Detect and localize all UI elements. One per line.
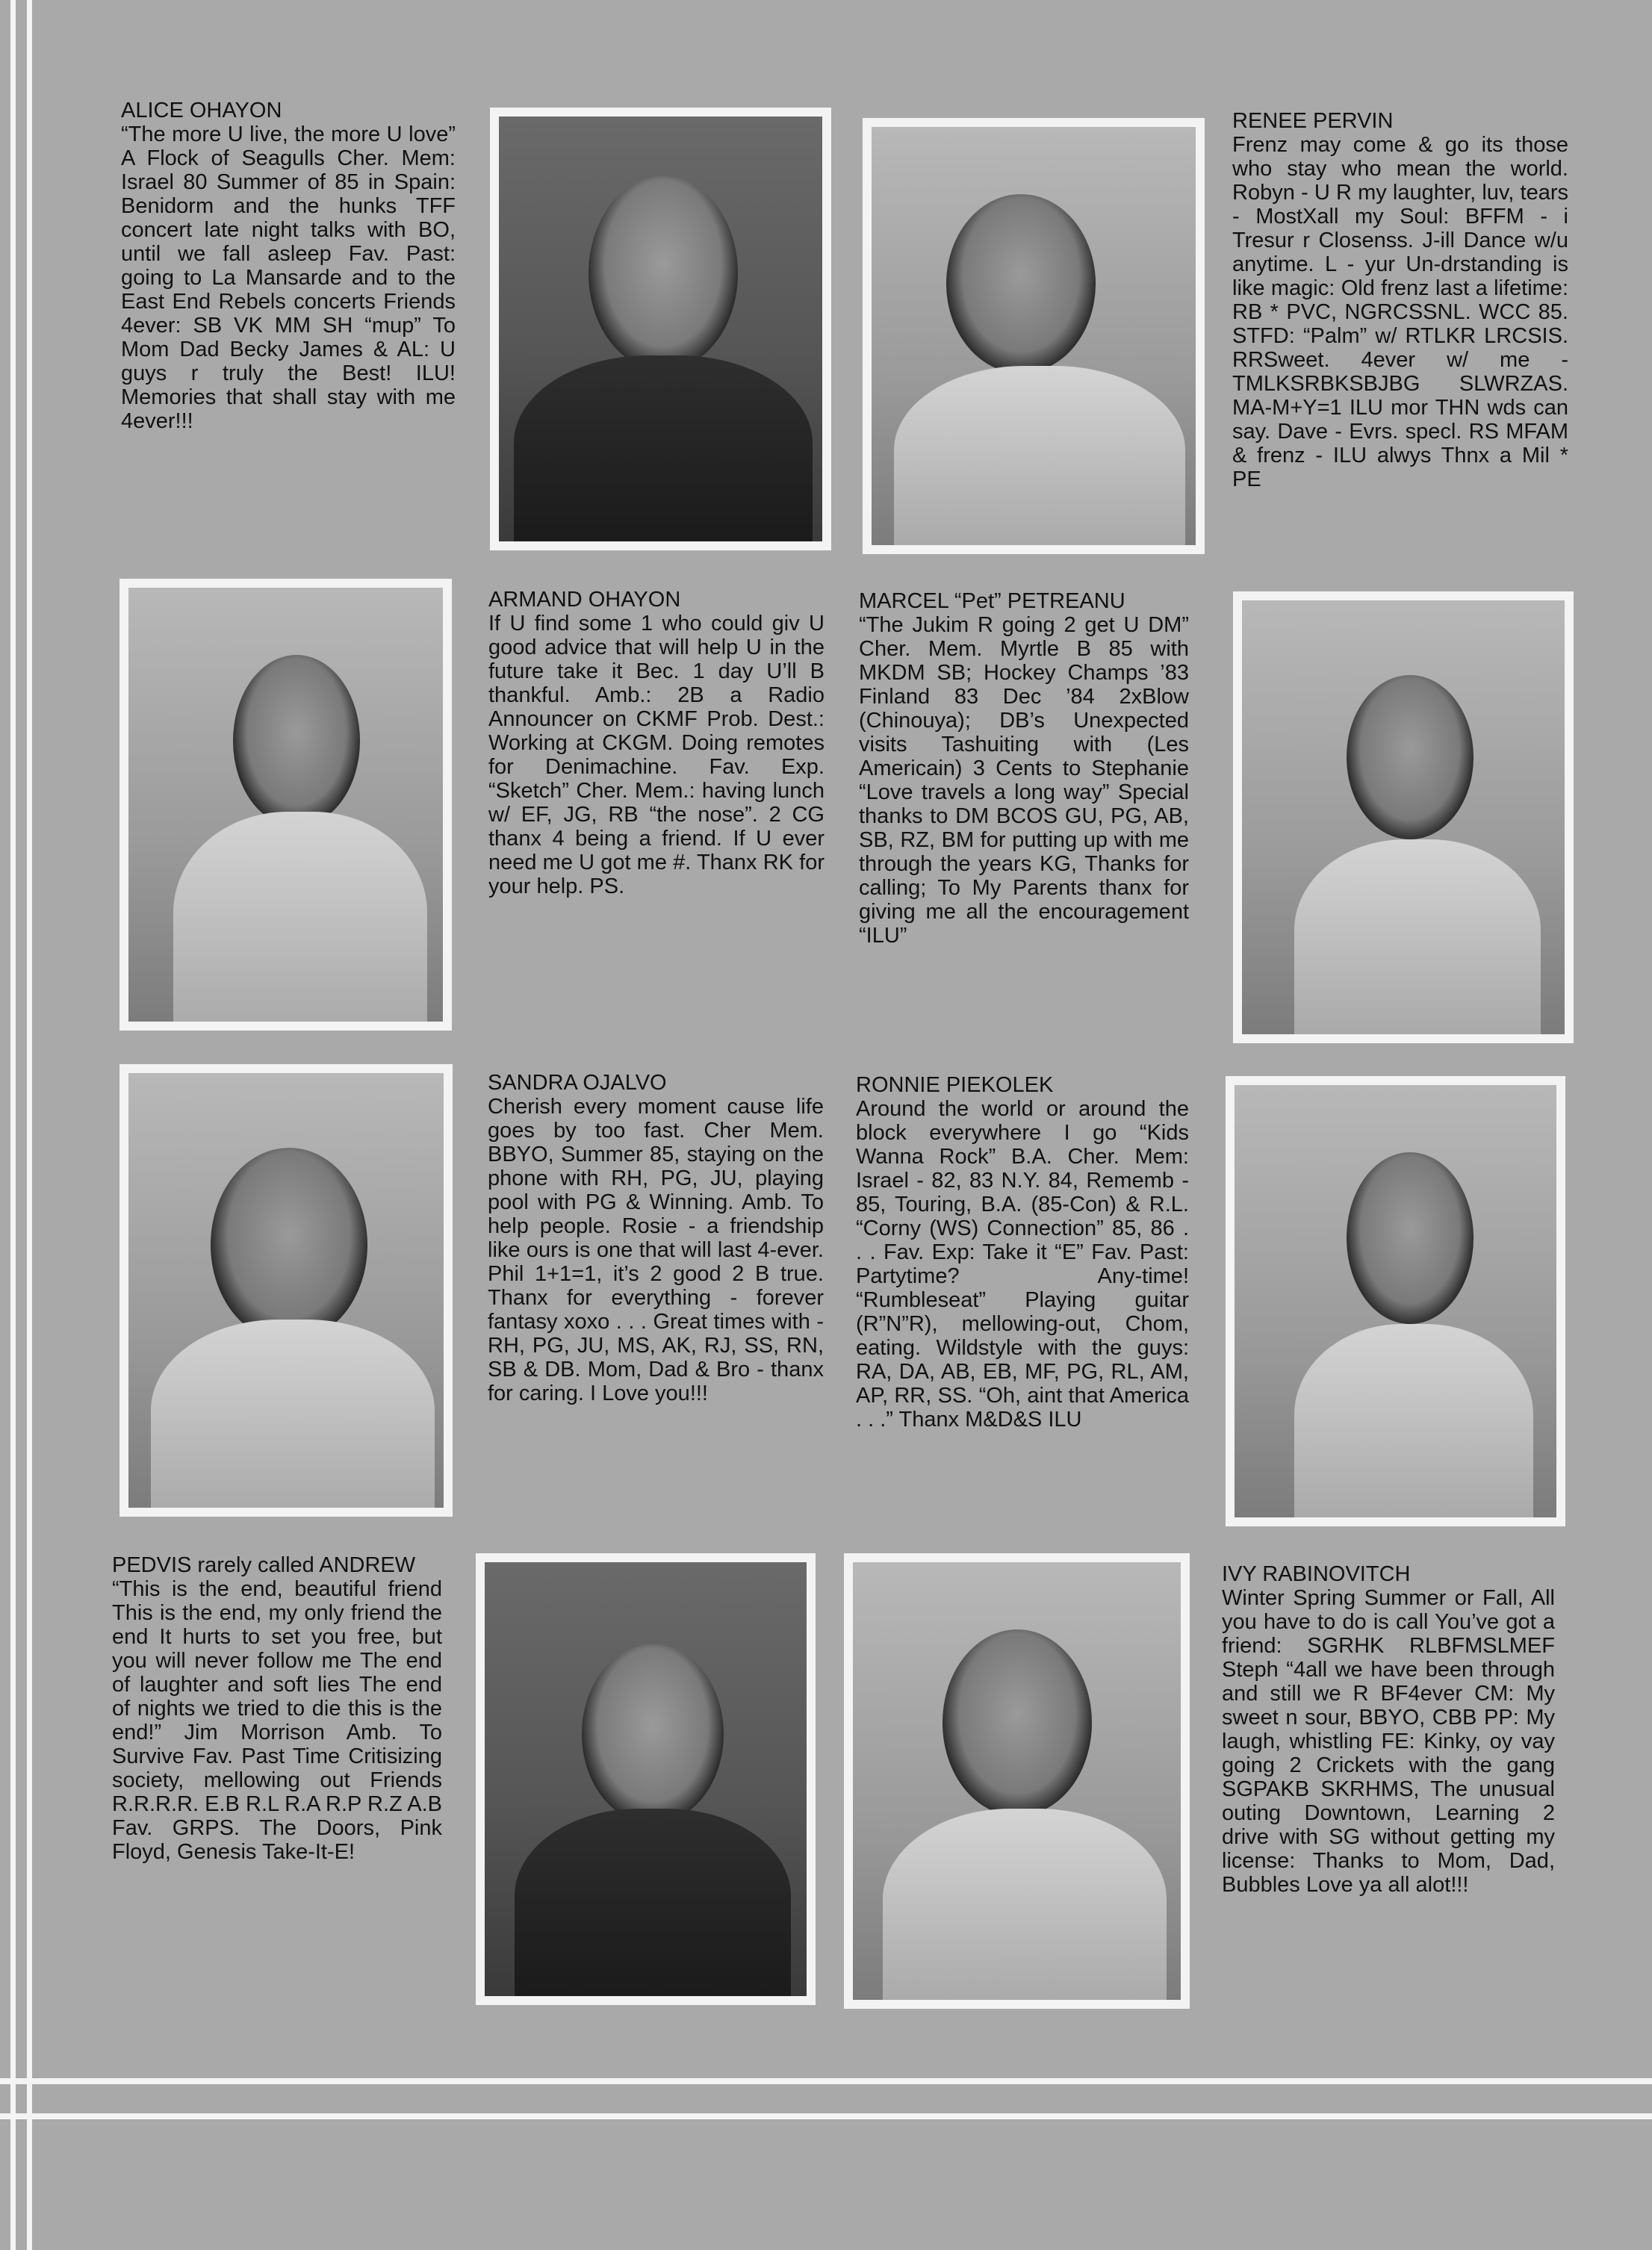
student-blurb: Cherish every moment cause life goes by too fast. Cher Mem. BBYO, Summer 85, staying on the phone with RH, PG, JU, playing pool with PG & Winning. Amb. To help people. Rosie - a friendship like ours is one that will last 4-ever. Phil 1+1=1, it’s 2 good 2 B true. Thanx for everything - forever fantasy xoxo . . . Great times with - RH, PG, JU, MS, AK, RJ, SS, RN, SB & DB. Mom, Dad & Bro - thanx for caring. I Love you!!!: [488, 1095, 824, 1405]
entry-pedvis-andrew: [112, 1553, 442, 1864]
entry-ronnie-piekolek: [856, 1073, 1189, 1432]
portrait-photo: [1242, 600, 1565, 1034]
student-name: RONNIE PIEKOLEK: [856, 1073, 1054, 1097]
portrait-alice-ohayon: [490, 108, 831, 550]
portrait-sandra-ojalvo: [119, 1064, 453, 1517]
entry-ivy-rabinovitch: [1222, 1562, 1555, 1897]
entry-sandra-ojalvo: [488, 1071, 824, 1405]
student-blurb: Frenz may come & go its those who stay who mean the world. Robyn - U R my laughter, luv, tears - MostXall my Soul: BFFM - i Tresur r Closenss. J-ill Dance w/u anytime. L - yur Un-drstanding is like magic: Old frenz last a lifetime: RB * PVC, NGRCSSNL. WCC 85. STFD: “Palm” w/ RTLKR LRCSIS. RRSweet. 4ever w/ me - TMLKSRBKSBJBG SLWRZAS. MA-M+Y=1 ILU mor THN wds can say. Dave - Evrs. specl. RS MFAM & frenz - ILU alwys Thnx a Mil * PE: [1232, 133, 1568, 491]
entry-armand-ohayon: [488, 588, 825, 898]
student-name: PEDVIS rarely called ANDREW: [112, 1553, 416, 1577]
portrait-marcel-petreanu: [1233, 591, 1574, 1043]
portrait-photo: [499, 116, 822, 541]
entry-marcel-petreanu: [859, 589, 1189, 948]
portrait-ronnie-piekolek: [1226, 1076, 1565, 1526]
portrait-renee-pervin: [863, 118, 1205, 554]
student-blurb: “This is the end, beautiful friend This is the end, my only friend the end It hurts to set you free, but you will never follow me The end of laughter and soft lies The end of nights we tried to die this is the end!” Jim Morrison Amb. To Survive Fav. Past Time Critisizing society, mellowing out Friends R.R.R.R. E.B R.L R.A R.P R.Z A.B Fav. GRPS. The Doors, Pink Floyd, Genesis Take-It-E!: [112, 1577, 442, 1864]
student-name: RENEE PERVIN: [1232, 109, 1394, 133]
portrait-pedvis-andrew: [476, 1553, 816, 2005]
student-blurb: Winter Spring Summer or Fall, All you have to do is call You’ve got a friend: SGRHK RLBFMSLMEF Steph “4all we have been through and still we R BF4ever CM: My sweet n sour, BBYO, CBB PP: My laugh, whistling FE: Kinky, oy vay going 2 Crickets with the gang SGPAKB SKRHMS, The unusual outing Downtown, Learning 2 drive with SG without getting my license: Thanks to Mom, Dad, Bubbles Love ya all alot!!!: [1222, 1586, 1555, 1897]
student-blurb: Around the world or around the block everywhere I go “Kids Wanna Rock” B.A. Cher. Mem: Israel - 82, 83 N.Y. 84, Rememb - 85, Touring, B.A. (85-Con) & R.L. “Corny (WS) Connection” 85, 86 . . . Fav. Exp: Take it “E” Fav. Past: Partytime? Any-time! “Rumbleseat” Playing guitar (R”N”R), mellowing-out, Chom, eating. Wildstyle with the guys: RA, DA, AB, EB, MF, PG, RL, AM, AP, RR, SS. “Oh, aint that America . . .” Thanx M&D&S ILU: [856, 1097, 1189, 1432]
portrait-photo: [128, 588, 443, 1022]
student-blurb: If U find some 1 who could giv U good advice that will help U in the future take it Bec. 1 day U’ll B thankful. Amb.: 2B a Radio Announcer on CKMF Prob. Dest.: Working at CKGM. Doing remotes for Denimachine. Fav. Exp. “Sketch” Cher. Mem.: having lunch w/ EF, JG, RB “the nose”. 2 CG thanx 4 being a friend. If U ever need me U got me #. Thanx RK for your help. PS.: [488, 612, 825, 898]
student-name: ARMAND OHAYON: [488, 588, 681, 612]
bottom-rule-top: [0, 2078, 1652, 2084]
portrait-armand-ohayon: [119, 579, 452, 1031]
portrait-photo: [853, 1562, 1181, 2000]
portrait-photo: [1235, 1085, 1556, 1517]
student-name: MARCEL “Pet” PETREANU: [859, 589, 1125, 613]
portrait-photo: [872, 127, 1196, 545]
student-name: IVY RABINOVITCH: [1222, 1562, 1411, 1586]
left-border-line-inner: [27, 0, 32, 2250]
portrait-ivy-rabinovitch: [844, 1553, 1190, 2009]
portrait-photo: [485, 1562, 807, 1996]
entry-alice-ohayon: [121, 99, 456, 433]
student-blurb: “The Jukim R going 2 get U DM” Cher. Mem. Myrtle B 85 with MKDM SB; Hockey Champs ’83 Finland 83 Dec ’84 2xBlow (Chinouya); DB’s Unexpected visits Tashuiting with (Les Americain) 3 Cents to Stephanie “Love travels a long way” Special thanks to DM BCOS GU, PG, AB, SB, RZ, BM for putting up with me through the years KG, Thanks for calling; To My Parents thanx for giving me all the encouragement “ILU”: [859, 613, 1189, 948]
bottom-rule-bottom: [0, 2113, 1652, 2119]
entry-renee-pervin: [1232, 109, 1568, 491]
student-name: ALICE OHAYON: [121, 99, 282, 122]
left-border-line-outer: [10, 0, 16, 2250]
student-blurb: “The more U live, the more U love” A Flock of Seagulls Cher. Mem: Israel 80 Summer of 85 in Spain: Benidorm and the hunks TFF concert late night talks with BO, until we fall asleep Fav. Past: going to La Mansarde and to the East End Rebels concerts Friends 4ever: SB VK MM SH “mup” To Mom Dad Becky James & AL: U guys r truly the Best! ILU! Memories that shall stay with me 4ever!!!: [121, 122, 456, 433]
portrait-photo: [128, 1073, 444, 1508]
student-name: SANDRA OJALVO: [488, 1071, 667, 1095]
